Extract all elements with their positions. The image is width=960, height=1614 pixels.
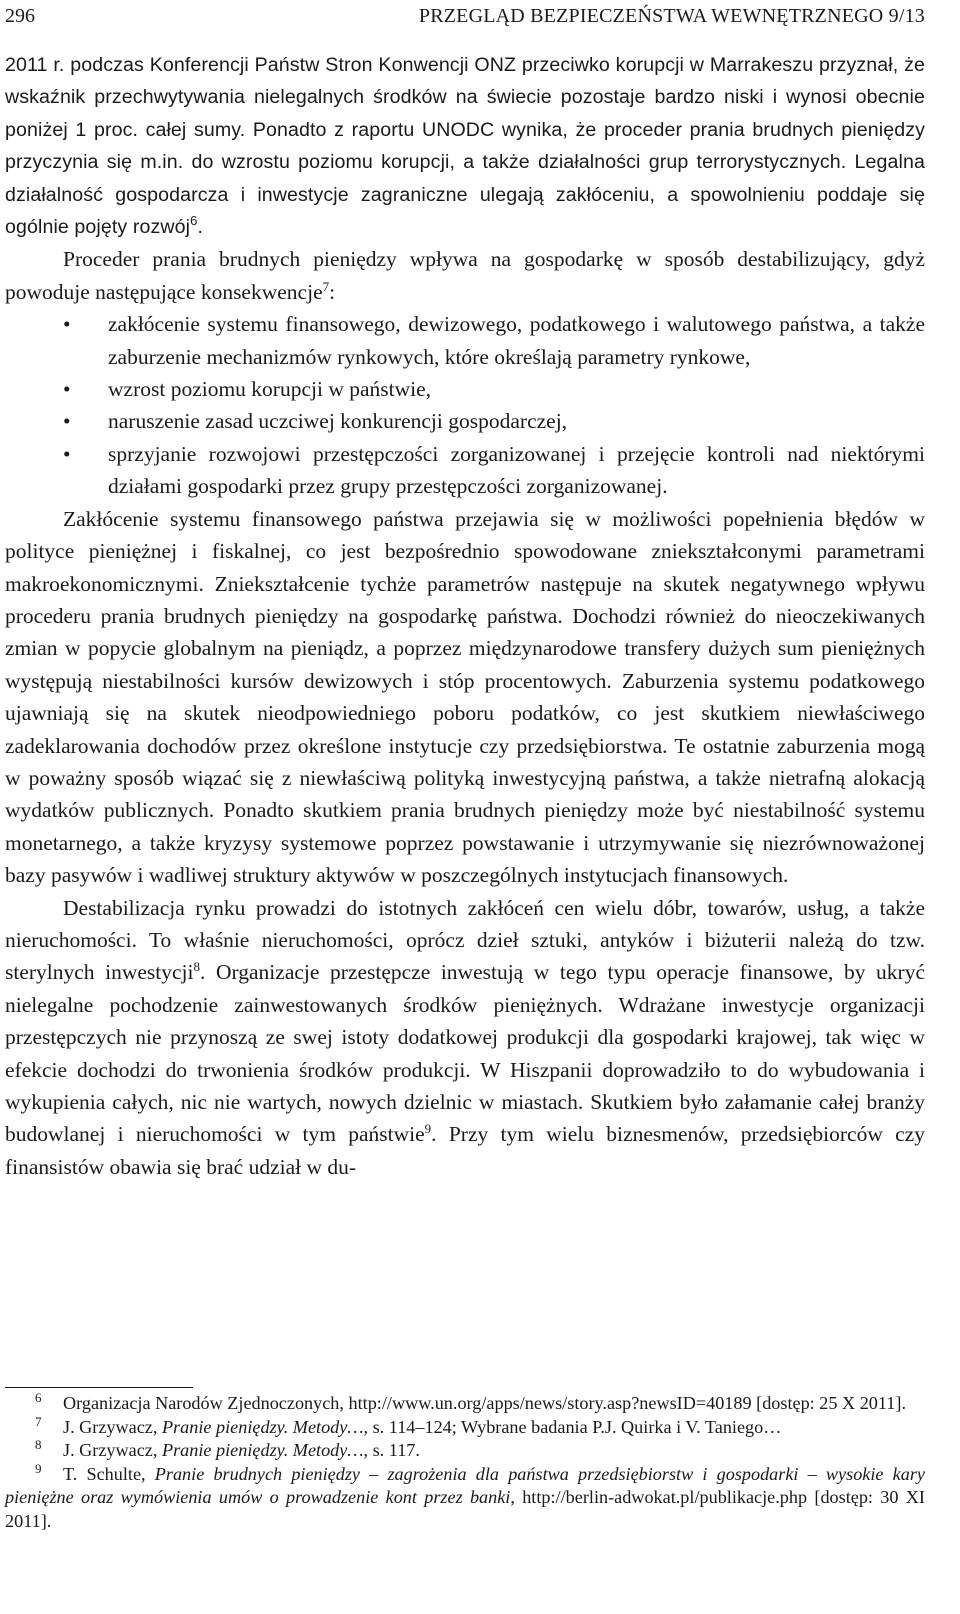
footnote-8: 8 J. Grzywacz, Pranie pieniędzy. Metody…, s. 117. bbox=[35, 1437, 420, 1461]
bullet-icon: • bbox=[63, 312, 71, 337]
list-item bbox=[5, 308, 925, 373]
footnote-text-rest: , s. 114–124; Wybrane badania P.J. Quirka i V. Taniego… bbox=[363, 1416, 782, 1437]
footnote-text-title: Pranie brudnych pieniędzy – zagrożenia dla państwa przedsiębiorstw i gospodarki – wysokie kary pieniężne oraz wymówienia umów o prowadzenie kont przez banki bbox=[5, 1463, 925, 1508]
list-item bbox=[5, 405, 925, 437]
list-item-text: wzrost poziomu korupcji w państwie, bbox=[108, 377, 432, 402]
paragraph-4 bbox=[5, 892, 925, 1184]
paragraph-2-end: : bbox=[329, 279, 336, 304]
paragraph-3: Zakłócenie systemu finansowego państwa przejawia się w możliwości popełnienia błędów w polityce pieniężnej i fiskalnej, co jest bezpośrednio spowodowane zniekształconymi parametrami makroekonomicznymi. Zniekształcenie tychże parametrów następuje na skutek negatywnego wpływu procederu prania brudnych pieniędzy na gospodarkę państwa. Dochodzi również do nieoczekiwanych zmian w popycie globalnym na pieniądz, a poprzez międzynarodowe transfery dużych sum pieniężnych występują niestabilności kursów dewizowych i stóp procentowych. Zaburzenia systemu podatkowego ujawniają się na skutek nieodpowiedniego poboru podatków, co jest skutkiem niewłaściwego zadeklarowania dochodów przez określone instytucje czy przedsiębiorstwa. Te ostatnie zaburzenia mogą w poważny sposób wiązać się z niewłaściwą polityką inwestycyjną państwa, a także nietrafną alokacją wydatków publicznych. Ponadto skutkiem prania brudnych pieniędzy może być niestabilność systemu monetarnego, a także kryzysy systemowe poprzez powstawanie i utrzymywanie się niezrównoważonej bazy pasywów i wadliwej struktury aktywów w poszczególnych instytucjach finansowych. bbox=[5, 506, 925, 888]
running-title: PRZEGLĄD BEZPIECZEŃSTWA WEWNĘTRZNEGO 9/13 bbox=[418, 5, 925, 27]
footnote-text-title: Pranie pieniędzy. Metody… bbox=[161, 1416, 364, 1437]
paragraph-4-text-a: Destabilizacja rynku prowadzi do istotnych zakłóceń cen wielu dóbr, towarów, usług, a także nieruchomości. To właśnie nieruchomości, oprócz dzieł sztuki, antyków i biżuterii należą do tzw. sterylnych inwestycji bbox=[5, 895, 925, 985]
main-text bbox=[5, 49, 925, 1183]
list-item-text: sprzyjanie rozwojowi przestępczości zorganizowanej i przejęcie kontroli nad niektórymi działami gospodarki przez grupy przestępczości zorganizowanej. bbox=[108, 441, 925, 499]
footnote-ref-6[interactable]: 6 bbox=[190, 213, 198, 229]
bullet-icon: • bbox=[63, 409, 71, 434]
paragraph-2-text: Proceder prania brudnych pieniędzy wpływa na gospodarkę w sposób destabilizujący, gdyż powoduje następujące konsekwencje bbox=[5, 247, 925, 304]
bullet-icon: • bbox=[63, 377, 71, 402]
paragraph-4-text-b: . Organizacje przestępcze inwestują w tego typu operacje finansowe, by ukryć nielegalne pochodzenie zainwestowanych środków pieniężnych. Wdrażane inwestycje organizacji przestępczych nie przynoszą ze swej istoty dodatkowej produkcji dla gospodarki krajowej, tak więc w efekcie dochodzi do trwonienia środków produkcji. W Hiszpanii doprowadziło to do wybudowania i wykupienia całych, nic nie wartych, nowych dzielnic w miastach. Skutkiem było załamanie całej branży budowlanej i nieruchomości w tym państwie bbox=[5, 960, 926, 1147]
footnote-divider bbox=[5, 1387, 193, 1388]
list-item bbox=[5, 438, 925, 503]
footnote-text-author: J. Grzywacz, bbox=[63, 1416, 162, 1437]
footnote-9: 9 T. Schulte, Pranie brudnych pieniędzy – zagrożenia dla państwa przedsiębiorstw i gospodarki – wysokie kary pieniężne oraz wymówienia umów o prowadzenie kont przez banki, http://berlin-adwokat.pl/publikacje.php [dostęp: 30 XI 2011]. bbox=[5, 1460, 925, 1531]
page-header bbox=[5, 2, 925, 30]
footnote-text-author: T. Schulte, bbox=[63, 1463, 155, 1484]
paragraph-1-end: . bbox=[197, 216, 203, 239]
paragraph-1 bbox=[5, 49, 925, 243]
list-item bbox=[5, 373, 925, 405]
footnote-6: 6 Organizacja Narodów Zjednoczonych, http://www.un.org/apps/news/story.asp?newsID=40189 [dostęp: 25 X 2011]. bbox=[35, 1390, 906, 1413]
footnote-text-rest[interactable]: , http://berlin-adwokat.pl/publikacje.php [dostęp: 30 XI 2011]. bbox=[5, 1487, 925, 1531]
paragraph-2 bbox=[5, 243, 925, 308]
footnote-ref-9[interactable]: 9 bbox=[424, 1121, 432, 1137]
bullet-icon: • bbox=[63, 441, 71, 466]
footnote-text: Organizacja Narodów Zjednoczonych, http://www.un.org/apps/news/story.asp?newsID=40189 [dostęp: 25 X 2011]. bbox=[63, 1393, 906, 1413]
footnote-text-title: Pranie pieniędzy. Metody… bbox=[161, 1440, 364, 1461]
document-page bbox=[5, 0, 925, 1614]
footnote-ref-7[interactable]: 7 bbox=[322, 278, 330, 294]
paragraph-1-text: 2011 r. podczas Konferencji Państw Stron Konwencji ONZ przeciwko korupcji w Marrakeszu przyznał, że wskaźnik przechwytywania nielegalnych środków na świecie pozostaje bardzo niski i wynosi obecnie poniżej 1 proc. całej sumy. Ponadto z raportu UNODC wynika, że proceder prania brudnych pieniędzy przyczynia się m.in. do wzrostu poziomu korupcji, a także działalności grup terrorystycznych. Legalna działalność gospodarcza i inwestycje zagraniczne ulegają zakłóceniu, a spowolnieniu poddaje się ogólnie pojęty rozwój bbox=[5, 54, 925, 239]
footnote-text-rest: , s. 117. bbox=[363, 1440, 420, 1461]
list-item-text: zakłócenie systemu finansowego, dewizowego, podatkowego i walutowego państwa, a także zaburzenie mechanizmów rynkowych, które określają parametry rynkowe, bbox=[108, 312, 925, 369]
page-number: 296 bbox=[5, 5, 35, 27]
footnotes bbox=[5, 1392, 925, 1534]
paragraph-4-text-c: . Przy tym wielu biznesmenów, przedsiębiorców czy finansistów obawia się brać udział w du- bbox=[5, 1122, 925, 1179]
footnote-ref-8[interactable]: 8 bbox=[193, 959, 201, 975]
consequences-list bbox=[5, 308, 925, 502]
list-item-text: naruszenie zasad uczciwej konkurencji gospodarczej, bbox=[108, 409, 568, 434]
footnote-text-author: J. Grzywacz, bbox=[63, 1440, 162, 1461]
footnote-7: 7 J. Grzywacz, Pranie pieniędzy. Metody…, s. 114–124; Wybrane badania P.J. Quirka i V. Taniego… bbox=[35, 1413, 782, 1437]
